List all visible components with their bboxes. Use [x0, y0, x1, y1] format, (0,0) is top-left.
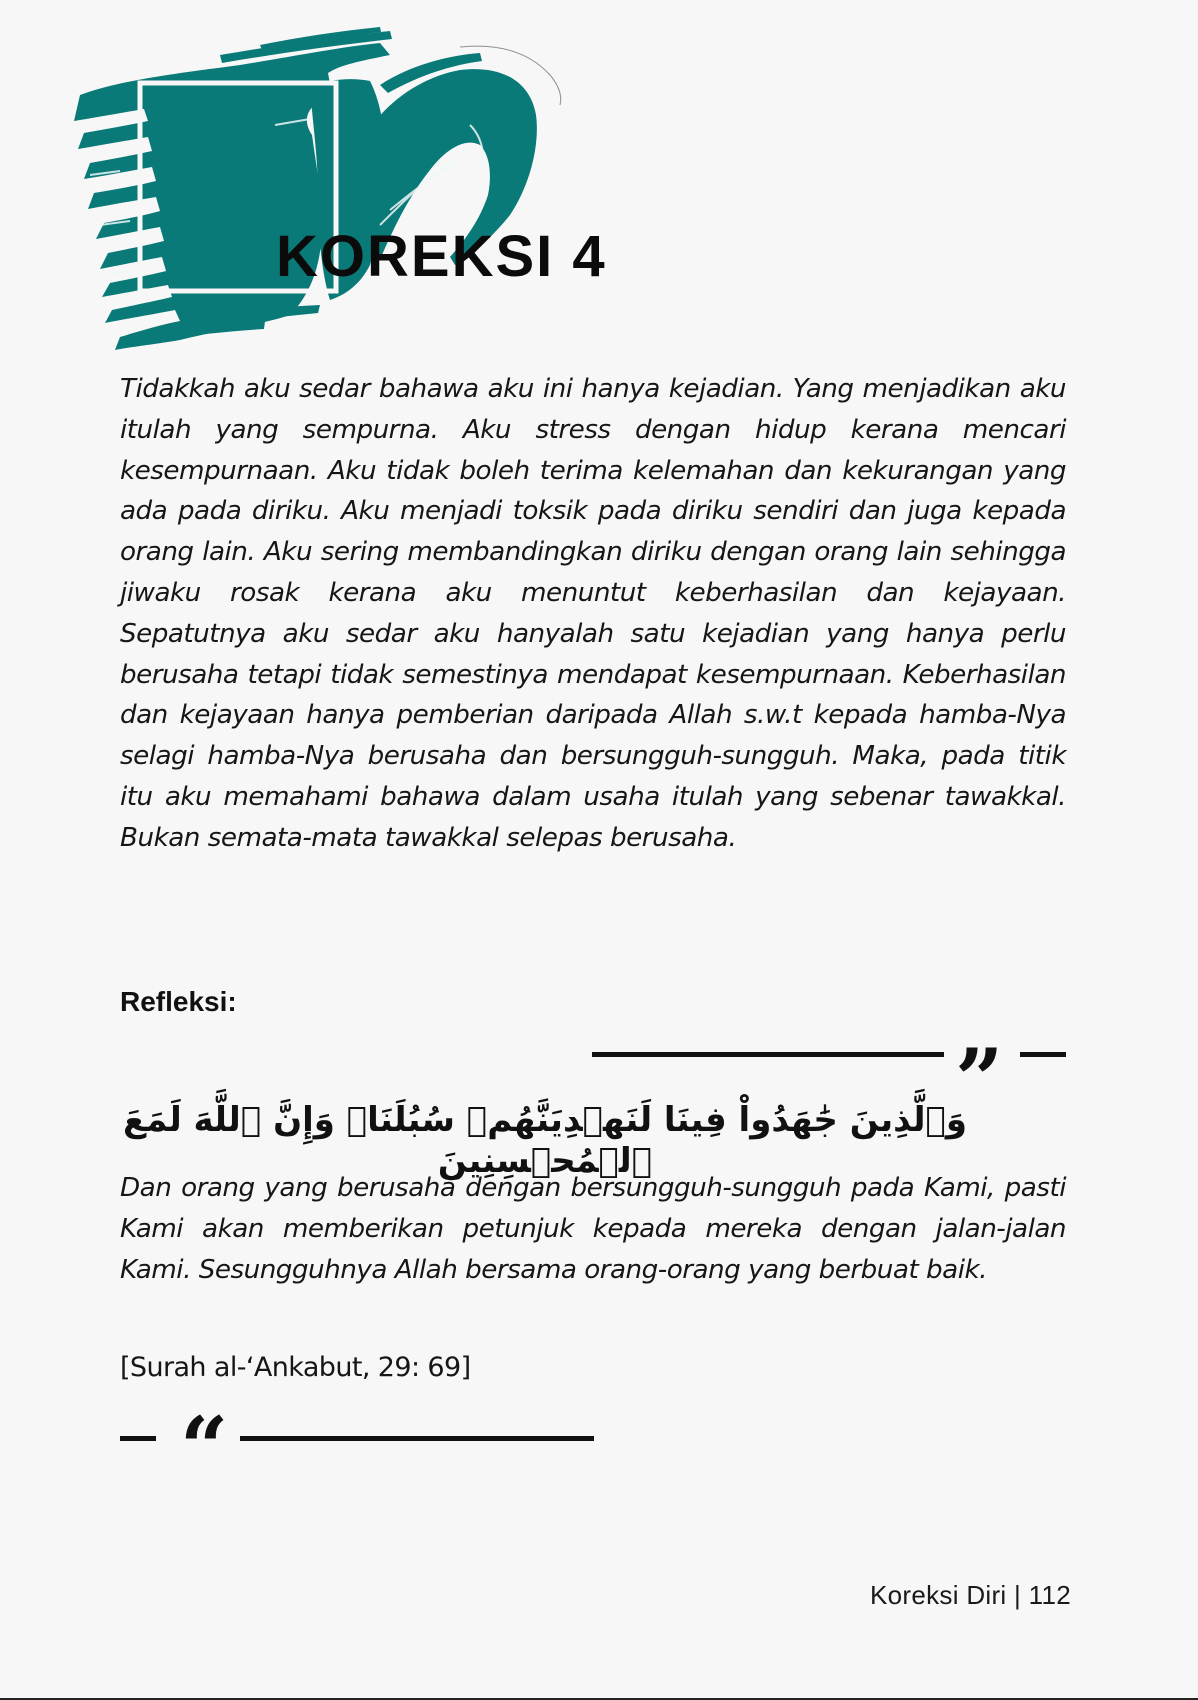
verse-translation: Dan orang yang berusaha dengan bersungguh-sungguh pada Kami, pasti Kami akan memberikan petunjuk kepada mereka dengan jalan-jalan Kami. Sesungguhnya Allah bersama orang-orang yang berbuat baik.	[120, 1173, 1066, 1285]
reflection-heading: Refleksi:	[120, 986, 237, 1017]
verse-citation: [Surah al-‘Ankabut, 29: 69]	[120, 1352, 471, 1383]
page-footer: Koreksi Diri | 112	[870, 1580, 1071, 1610]
quran-verse-arabic: وَٱلَّذِينَ جَٰهَدُواْ فِينَا لَنَهۡدِيَنَّهُمۡ سُبُلَنَاۚ وَإِنَّ ٱللَّهَ لَمَعَ ٱلۡمُحۡسِنِينَ	[122, 1100, 968, 1181]
chapter-title: KOREKSI 4	[276, 224, 607, 289]
opening-quote-icon: “	[180, 1398, 229, 1497]
body-paragraph: Tidakkah aku sedar bahawa aku ini hanya kejadian. Yang menjadikan aku itulah yang sempurna. Aku stress dengan hidup kerana mencari kesempurnaan. Aku tidak boleh terima kelemahan dan kekurangan yang ada pada diriku. Aku menjadi toksik pada diriku sendiri dan juga kepada orang lain. Aku sering membandingkan diriku dengan orang lain sehingga jiwaku rosak kerana aku menuntut keberhasilan dan kejayaan. Sepatutnya aku sedar aku hanyalah satu kejadian yang hanya perlu berusaha tetapi tidak semestinya mendapat kesempurnaan. Keberhasilan dan kejayaan hanya pemberian daripada Allah s.w.t kepada hamba-Nya selagi hamba-Nya berusaha dan bersungguh-sungguh. Maka, pada titik itu aku memahami bahawa dalam usaha itulah yang sebenar tawakkal. Bukan semata-mata tawakkal selepas berusaha.	[120, 374, 1066, 853]
quote-rule-top-long	[592, 1052, 944, 1057]
quote-rule-bottom-long	[240, 1436, 594, 1441]
brush-stroke-decoration	[60, 25, 600, 360]
quote-rule-top-short	[1020, 1052, 1066, 1057]
closing-quote-icon: ”	[955, 1030, 1004, 1129]
quote-rule-bottom-short	[120, 1436, 156, 1441]
